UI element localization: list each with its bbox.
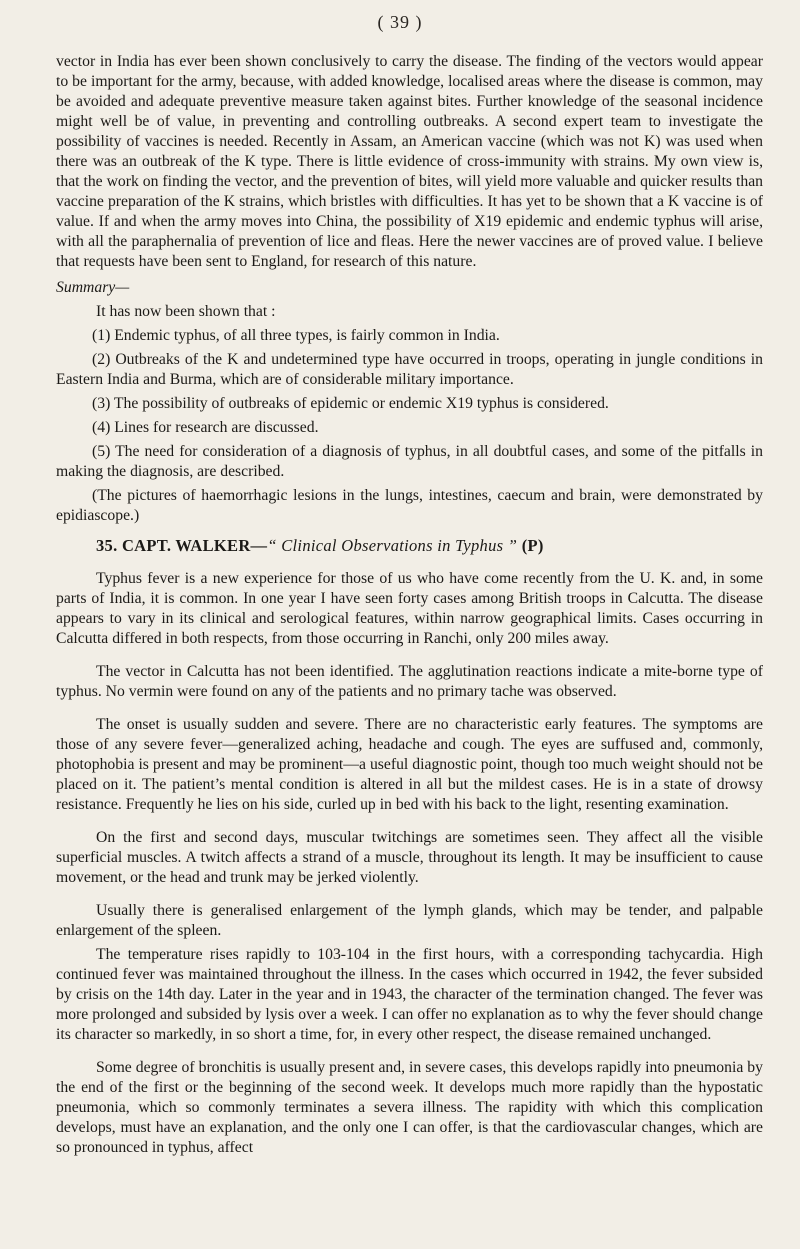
- summary-item-1: (1) Endemic typhus, of all three types, is fairly common in India.: [92, 327, 500, 344]
- paragraph-intro: vector in India has ever been shown conclusively to carry the disease. The finding of the vectors would appear to be important for the army, because, with added knowledge, localised areas where the disease is common, may be avoided and adequate preventive measure taken against bites. Further knowledge of the seasonal incidence might well be of value, in preventing and controlling outbreaks. A second expert team to investigate the possibility of vaccines is needed. Recently in Assam, an American vaccine (which was not K) was used when there was an outbreak of the K type. There is little evidence of cross-immunity with strains. My own view is, that the work on finding the vector, and the prevention of bites, will yield more valuable and quicker results than vaccine preparation of the K strains, which bristles with difficulties. It has yet to be shown that a K vaccine is of value. If and when the army moves into China, the possibility of X19 epidemic and endemic typhus will arise, with all the paraphernalia of prevention of lice and fleas. Here the newer vaccines are of proved value. I believe that requests have been sent to England, for research of this nature.: [56, 53, 763, 270]
- paragraph: On the first and second days, muscular twitchings are sometimes seen. They affect all the visible superficial muscles. A twitch affects a strand of a muscle, throughout its length. It may be insufficient to cause movement, or the head and trunk may be jerked violently.: [56, 829, 763, 886]
- summary-item-3: (3) The possibility of outbreaks of epidemic or endemic X19 typhus is considered.: [92, 395, 609, 412]
- page-number: ( 39 ): [377, 12, 423, 32]
- paragraph: The onset is usually sudden and severe. There are no characteristic early features. The symptoms are those of any severe fever—generalized aching, headache and cough. The eyes are suffused and, commonly, photophobia is present and may be prominent—a useful diagnostic point, though too much weight should not be placed on it. The patient’s mental condition is altered in all but the mildest cases. He is in a state of drowsy resistance. Frequently he lies on his side, curled up in bed with his back to the light, resenting examination.: [56, 716, 763, 813]
- summary-item-4: (4) Lines for research are discussed.: [92, 419, 319, 436]
- summary-note: (The pictures of haemorrhagic lesions in the lungs, intestines, caecum and brain, were demonstrated by epidiascope.): [56, 487, 763, 524]
- paragraph: Some degree of bronchitis is usually present and, in severe cases, this develops rapidly into pneumonia by the end of the first or the beginning of the second week. It develops much more rapidly than the hypostatic pneumonia, which so commonly terminates a severa illness. The rapidity with which this complication develops, must have an explanation, and the only one I can offer, is that the cardiovascular changes, which are so pronounced in typhus, affect: [56, 1059, 763, 1156]
- paragraph: Usually there is generalised enlargement of the lymph glands, which may be tender, and palpable enlargement of the spleen.: [56, 902, 763, 939]
- paragraph: The vector in Calcutta has not been identified. The agglutination reactions indicate a mite-borne type of typhus. No vermin were found on any of the patients and no primary tache was observed.: [56, 663, 763, 700]
- section-suffix: (P): [517, 536, 544, 555]
- summary-lead: It has now been shown that :: [96, 303, 276, 320]
- summary-item-2: (2) Outbreaks of the K and undetermined type have occurred in troops, operating in jungle conditions in Eastern India and Burma, which are of considerable military importance.: [56, 351, 763, 388]
- section-title: “ Clinical Observations in Typhus ”: [267, 536, 518, 555]
- body-text: [56, 52, 763, 1158]
- summary-item-5: (5) The need for consideration of a diagnosis of typhus, in all doubtful cases, and some of the pitfalls in making the diagnosis, are described.: [56, 443, 763, 480]
- paragraph: The temperature rises rapidly to 103-104 in the first hours, with a corresponding tachycardia. High continued fever was maintained throughout the illness. In the cases which occurred in 1942, the fever subsided by crisis on the 14th day. Later in the year and in 1943, the character of the termination changed. The fever was more prolonged and subsided by lysis over a week. I can offer no explanation as to why the fever should change its character so markedly, in so short a time, for, in every other respect, the disease remained unchanged.: [56, 946, 763, 1043]
- paragraph: Typhus fever is a new experience for those of us who have come recently from the U. K. and, in some parts of India, it is common. In one year I have seen forty cases among British troops in Calcutta. The disease appears to vary in its clinical and serological features, within narrow geographical limits. Cases occurring in Calcutta differed in both respects, from those occurring in Ranchi, only 200 miles away.: [56, 570, 763, 647]
- section-heading: [56, 536, 763, 556]
- summary-heading: Summary—: [56, 279, 130, 296]
- section-author: 35. CAPT. WALKER—: [96, 536, 268, 555]
